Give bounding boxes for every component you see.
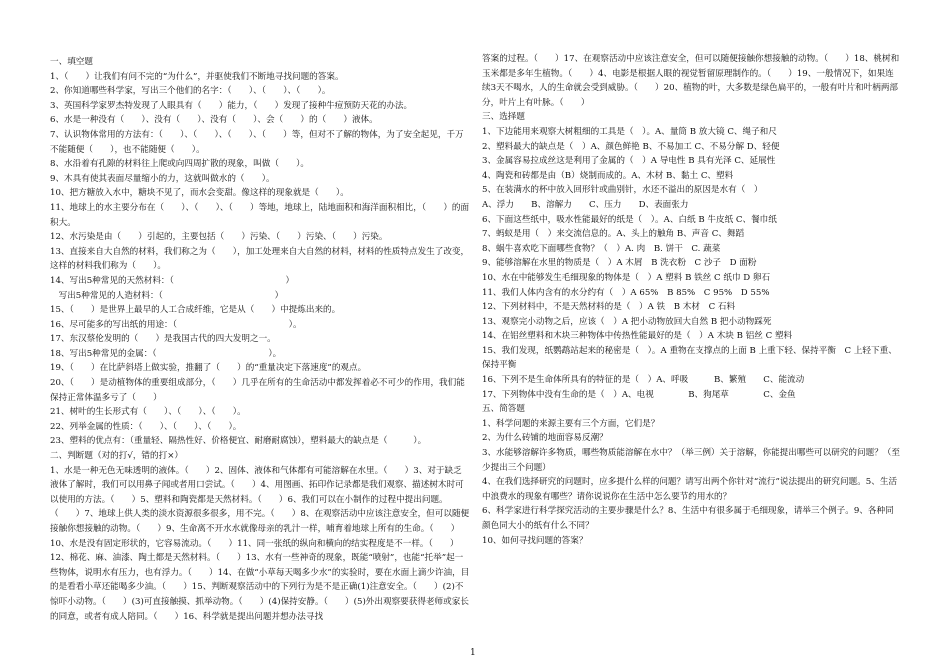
left-column-paragraph: 20、（ ）是动植物体的重要组成部分，（ ）几乎在所有的生命活动中都发挥着必不可少的作用，我们能保持正常体温多亏了（ ）	[50, 378, 465, 403]
left-column-paragraph: 1、水是一种无色无味透明的液体。（ ）2、固体、液体和气体都有可能溶解在水里。（ ）3、对于缺乏液体了解时，我们可以用鼻子闻或者用口尝试。（ ）4、用图画、拓印作记录都是我们观察、描述树木时可以使用的方法。（ ）5、塑料和陶瓷都是天然材料。（ ）6、我们可以在小制作的过程中提出问题。（ ）7、地球上供人类的淡水资源很多很多，用不完。（ ）8、在观察活动中应该注意安全，但可以随便接触你想接触的动物。（ ）9、生命离不开水水就像母亲的乳汁一样，哺育着地球上所有的生命。（ ）10、水是没有固定形状的，它容易流动。（ ）11、同一张纸的纵向和横向的结实程度是不一样。（ ）12、棉花、麻、油漆、陶土都是天然材料。（ ）13、水有一些神奇的现象，既能“喷射”，也能“托举”起一些物体，说明水有压力，也有浮力。（ ）14、在做“小草每天喝多少水”的实验时，要在水面上滴少许油，目的是看看小草还能喝多少油。（ ）15、判断观察活动中的下列行为是不是正确(1)注意安全。（ ）(2)不惊吓小动物。（ ）(3)可直接触摸、抓举动物。（ ）(4)保持安静。（ ）(5)外出观察要获得老师或家长的同意，或者有成人陪同。（ ）16、科学就是提出问题并想办法寻找	[50, 465, 470, 622]
left-column-paragraph: 一、填空题	[50, 57, 93, 67]
right-column-paragraph: 16、下列不是生命体所具有的特征的是（ ）A、呼吸 B、繁殖 C、能流动	[482, 375, 805, 386]
right-column-paragraph: 2、塑料最大的缺点是（ ）A、颜色鲜艳 B、不易加工 C、不易分解 D、轻便	[482, 141, 780, 152]
left-column-paragraph: 19、（ ）在比萨斜塔上做实验，推翻了（ ）的“重量决定下落速度”的观点。	[50, 363, 367, 374]
left-column-paragraph: 18、写出5种常见的金属：（ ）。	[50, 348, 282, 359]
right-column-paragraph: 1、下边能用来观察大树粗细的工具是（ ）。A、量筒 B 放大镜 C、绳子和尺	[482, 126, 777, 137]
left-column-paragraph: 23、塑料的优点有：（重量轻、隔热性好、价格便宜、耐磨耐腐蚀），塑料最大的缺点是（ ）。	[50, 436, 427, 447]
left-column-paragraph: 16、尽可能多的写出纸的用途：（ ）。	[50, 319, 302, 330]
left-column-paragraph: 14、写出5种常见的天然材料：（ ）	[50, 275, 295, 286]
right-column-paragraph: 17、下列物体中没有生命的是（ ）A、电视 B、狗尾草 C、金鱼	[482, 389, 796, 400]
left-column-paragraph: 11、地球上的水主要分布在（ ）、（ ）、（ ）等地，地球上，陆地面积和海洋面积相比，（ ）的面积大。	[50, 202, 470, 228]
right-column-paragraph: 3、金属容易拉成丝这是利用了金属的（ ）A 导电性 B 具有光泽 C、延展性	[482, 156, 776, 167]
right-column-paragraph: 12、下列材料中，不是天然材料的是（ ）A 铁 B 木材 C 石料	[482, 302, 736, 313]
right-column-paragraph: 五、简答题	[482, 404, 525, 415]
left-column-paragraph: 7、认识物体常用的方法有：（ ）、（ ）、（ ）、（ ）等，但对不了解的物体，为了安全起见，千万不能随便（ ），也不能随便（ ）。	[50, 129, 464, 155]
right-column-paragraph: 10、水在中能够发生毛细现象的物体是（ ）A 塑料 B 铁丝 C 纸巾 D 卵石	[482, 272, 771, 283]
right-column-paragraph: 4、在我们选择研究的问题时，应多提什么样的问题？请写出两个你针对“流行”说法提出的研究问题。5、生活中浪费水的现象有哪些？请你说说你在生活中怎么要节约用水的？	[482, 477, 898, 502]
left-column-paragraph: 9、木具有使其表面尽量缩小的力，这就叫做水的（ ）。	[50, 173, 275, 184]
page-number: 1	[470, 648, 476, 658]
left-column-paragraph: 22、列举金属的性质：（ ）、（ ）、（ ）。	[50, 421, 242, 432]
right-column-paragraph: 9、能够溶解在水里的物质是（ ）A 木屑 B 洗衣粉 C 沙子 D 面粉	[482, 258, 757, 269]
left-column-paragraph: 17、东汉蔡伦发明的（ ）是我国古代的四大发明之一。	[50, 334, 276, 345]
right-column-paragraph: 答案的过程。（ ）17、在观察活动中应该注意安全，但可以随便接触你想接触的动物。（ ）18、桃树和玉米都是多年生植物。（ ）4、电影是根据人眼的视觉暂留原理制作的。（ ）19、一般情况下，如果连续3天不喝水，人的生命就会受到威胁。（ ）20、植物的叶，大多数是绿色扁平的，一般有叶片和叶柄两部分，叶片上有叶脉。（ ）	[482, 54, 900, 108]
right-column-paragraph: 6、下面这些纸中，吸水性能最好的纸是（ ）。A、白纸 B 牛皮纸 C、餐巾纸	[482, 214, 777, 225]
right-column-paragraph: 5、在装满水的杯中放入回形针或曲别针，水还不溢出的原因是水有（ ）	[482, 185, 763, 196]
right-column	[482, 52, 902, 548]
left-column-paragraph: 写出5种常见的人造材料：（ ）	[50, 290, 284, 301]
right-column-paragraph: 2、为什么砖铺的地面容易反潮？	[482, 433, 608, 444]
right-column-paragraph: 10、如何寻找问题的答案？	[482, 535, 588, 546]
right-column-paragraph: 14、在铝丝塑料和木块三种物体中传热性能最好的是（ ）A 木块 B 铝丝 C 塑料	[482, 331, 793, 342]
right-column-paragraph: 三、选择题	[482, 112, 525, 123]
left-column-paragraph: 15、（ ）是世界上最早的人工合成纤维，它是从（ ）中提炼出来的。	[50, 305, 341, 316]
left-column-paragraph: 12、水污染是由（ ）引起的，主要包括（ ）污染、（ ）污染、（ ）污染。	[50, 232, 388, 243]
left-column	[50, 55, 470, 624]
right-column-paragraph: 13、观察完小动物之后，应该（ ）A 把小动物放回大自然 B 把小动物踩死	[482, 316, 772, 327]
left-column-paragraph: 6、水是一种没有（ ）、没有（ ）、没有（ ）、会（ ）的（ ）液体。	[50, 115, 378, 126]
left-column-paragraph: 8、水沿着有孔隙的材料往上爬或向四周扩散的现象，叫做（ ）。	[50, 159, 309, 170]
right-column-paragraph: A、浮力 B、溶解力 C、压力 D、表面张力	[482, 199, 689, 210]
right-column-paragraph: 4、陶瓷和砖都是由（B）烧制而成的。A、木材 B、黏土 C、塑料	[482, 170, 734, 181]
right-column-paragraph: 8、蜗牛喜欢吃下面哪些食物？（ ）A. 肉 B. 饼干 C. 蔬菜	[482, 243, 721, 254]
left-column-paragraph: 3、英国科学家罗杰特发现了人眼具有（ ）能力，（ ）发现了接种牛痘预防天花的办法。	[50, 100, 413, 111]
right-column-paragraph: 6、科学家进行科学探究活动的主要步骤是什么？8、生活中有很多属于毛细现象，请举三个例子。9、各种同颜色同大小的纸有什么不同？	[482, 506, 894, 531]
right-column-paragraph: 15、我们发现，纸鹦鹉站起来的秘密是（ ）。A 重物在支撑点的上面 B 上重下轻、保持平衡 C 上轻下重、保持平衡	[482, 345, 897, 371]
right-column-paragraph: 3、水能够溶解许多物质，哪些物质能溶解在水中？（举三例）关于溶解，你能提出哪些可以研究的问题？（至少提出三个问题）	[482, 448, 900, 473]
left-column-paragraph: 2、你知道哪些科学家，写出三个他们的名字：（ ）、（ ）、（ ）。	[50, 86, 331, 97]
right-column-paragraph: 1、科学问题的来源主要有三个方面，它们是？	[482, 418, 660, 429]
right-column-paragraph: 7、蚂蚁是用（ ）来交流信息的。A、头上的触角 B、声音 C、舞蹈	[482, 229, 745, 240]
left-column-paragraph: 二、判断题（对的打√，错的打×）	[50, 451, 183, 462]
left-column-paragraph: 1、（ ）让我们有问不完的“为什么”，并驱使我们不断地寻找问题的答案。	[50, 71, 344, 82]
right-column-paragraph: 11、我们人体内含有的水分约有（ ）A 65% B 85% C 95% D 55%	[482, 287, 770, 298]
left-column-paragraph: 10、把方糖放入水中，糖块不见了，而水会变甜。像这样的现象就是（ ）。	[50, 188, 349, 199]
left-column-paragraph: 21、树叶的生长形式有（ ）、（ ）、（ ）。	[50, 407, 246, 418]
left-column-paragraph: 13、直接来自大自然的材料，我们称之为（ ），加工处理来自大自然的材料，材料的性质特点发生了改变，这样的材料我们称为（ ）。	[50, 246, 470, 272]
